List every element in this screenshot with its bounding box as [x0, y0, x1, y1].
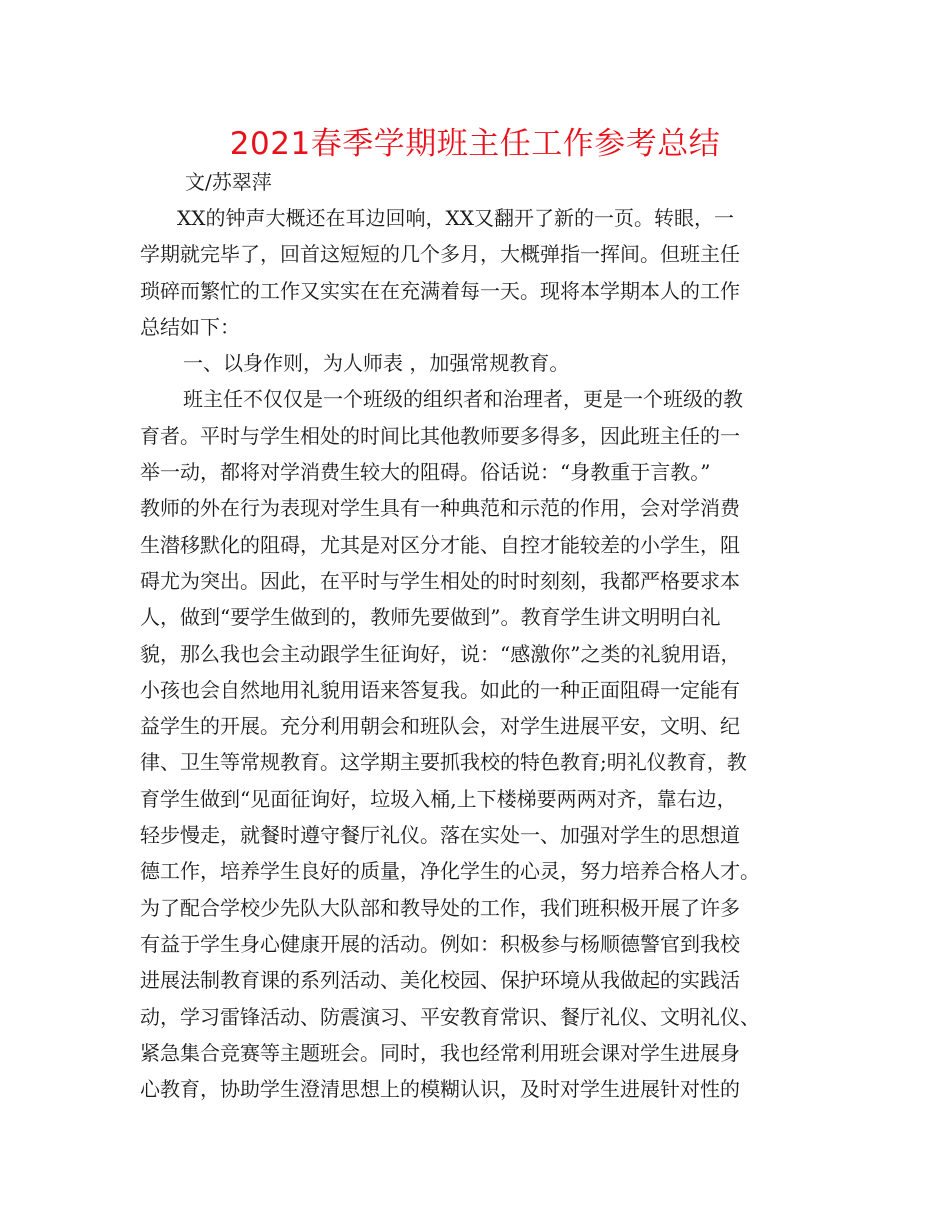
paragraph-line: 动，学习雷锋活动、防震演习、平安教育常识、餐厅礼仪、文明礼仪、 — [140, 1004, 760, 1029]
paragraph-line: 德工作，培养学生良好的质量，净化学生的心灵，努力培养合格人才。 — [140, 859, 760, 884]
paragraph-line: 教师的外在行为表现对学生具有一种典范和示范的作用，会对学消费 — [140, 496, 740, 521]
paragraph-line: 学期就完毕了，回首这短短的几个多月，大概弹指一挥间。但班主任 — [140, 242, 740, 267]
document-title: 2021春季学期班主任工作参考总结 — [229, 126, 721, 162]
paragraph-line: 心教育，协助学生澄清思想上的模糊认识，及时对学生进展针对性的 — [140, 1077, 740, 1102]
paragraph-line: 举一动，都将对学消费生较大的阻碍。俗话说：“身教重于言教。” — [140, 460, 711, 485]
section-heading: 一、以身作则，为人师表 ，加强常规教育。 — [183, 351, 570, 376]
paragraph-line: 碍尤为突出。因此，在平时与学生相处的时时刻刻，我都严格要求本 — [140, 568, 740, 593]
paragraph-line: 貌，那么我也会主动跟学生征询好，说：“感激你”之类的礼貌用语， — [140, 641, 741, 666]
paragraph-line: 生潜移默化的阻碍，尤其是对区分才能、自控才能较差的小学生，阻 — [140, 532, 740, 557]
paragraph-line: 琐碎而繁忙的工作又实实在在充满着每一天。现将本学期本人的工作 — [140, 278, 740, 303]
paragraph-line: 进展法制教育课的系列活动、美化校园、保护环境从我做起的实践活 — [140, 968, 740, 993]
paragraph-line: 律、卫生等常规教育。这学期主要抓我校的特色教育;明礼仪教育，教 — [140, 750, 747, 775]
paragraph-line: 班主任不仅仅是一个班级的组织者和治理者，更是一个班级的教 — [183, 387, 743, 412]
document-body — [140, 200, 840, 1107]
paragraph-line: 紧急集合竞赛等主题班会。同时，我也经常利用班会课对学生进展身 — [140, 1040, 740, 1065]
paragraph-line: 人，做到“要学生做到的，教师先要做到”。教育学生讲文明明白礼 — [140, 605, 721, 630]
paragraph-line: 育者。平时与学生相处的时间比其他教师要多得多，因此班主任的一 — [140, 423, 740, 448]
paragraph-line: 益学生的开展。充分利用朝会和班队会，对学生进展平安，文明、纪 — [140, 714, 740, 739]
document-author: 文/苏翠萍 — [185, 170, 272, 194]
paragraph-line: 有益于学生身心健康开展的活动。例如：积极参与杨顺德警官到我校 — [140, 931, 740, 956]
paragraph-line: 总结如下： — [140, 314, 240, 339]
paragraph-line: 轻步慢走，就餐时遵守餐厅礼仪。落在实处一、加强对学生的思想道 — [140, 823, 740, 848]
paragraph-line: 为了配合学校少先队大队部和教导处的工作，我们班积极开展了许多 — [140, 895, 740, 920]
paragraph-line: 育学生做到“见面征询好，垃圾入桶,上下楼梯要两两对齐，靠右边， — [140, 786, 737, 811]
paragraph-line: 小孩也会自然地用礼貌用语来答复我。如此的一种正面阻碍一定能有 — [140, 677, 740, 702]
paragraph-line: XX的钟声大概还在耳边回响，XX又翻开了新的一页。转眼，一 — [177, 206, 734, 230]
